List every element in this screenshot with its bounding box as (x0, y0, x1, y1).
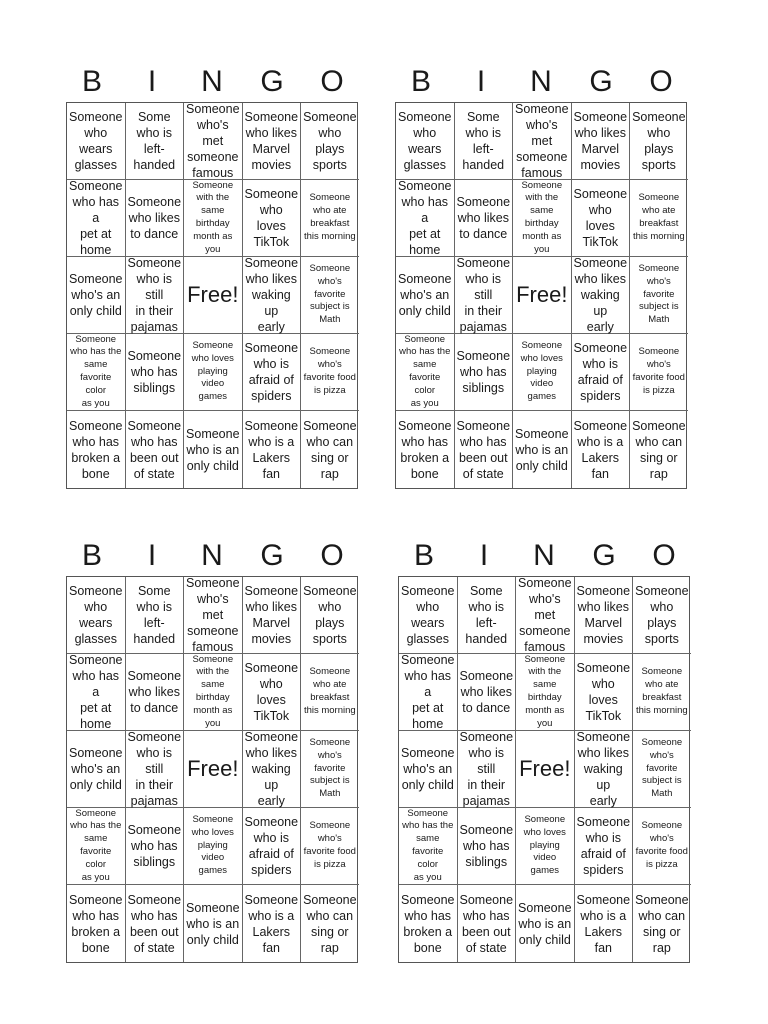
bingo-grid (398, 576, 690, 963)
bingo-cell: Someone who's met someone famous (184, 103, 243, 180)
bingo-cell: Someone who likes to dance (458, 654, 517, 731)
bingo-cell: Someone who wears glasses (67, 103, 126, 180)
bingo-cell: Someone who can sing or rap (635, 892, 689, 955)
bingo-title-letter: O (320, 539, 344, 572)
bingo-cell: Someone who has the same favorite color as you (67, 334, 126, 411)
bingo-title-letter: I (476, 65, 486, 98)
bingo-title-letter: B (81, 539, 102, 572)
bingo-cell: Someone who has been out of state (126, 411, 185, 488)
bingo-title-letter: I (147, 65, 157, 98)
bingo-title (398, 540, 690, 572)
bingo-cell: Someone who has broken a bone (67, 885, 126, 962)
free-space-cell: Free! (184, 257, 243, 334)
bingo-cell: Someone who loves TikTok (243, 180, 302, 257)
bingo-cell: Someone who is a Lakers fan (243, 885, 302, 962)
bingo-title-letter: N (201, 539, 223, 572)
bingo-cell: Someone who's favorite food is pizza (633, 808, 691, 885)
bingo-cell: Someone who ate breakfast this morning (633, 654, 691, 731)
bingo-cell: Someone who plays sports (301, 103, 359, 180)
bingo-cell: Someone who likes to dance (455, 180, 514, 257)
bingo-cell: Someone who has broken a bone (396, 411, 455, 488)
bingo-cell: Someone who likes to dance (126, 654, 185, 731)
bingo-cell: Someone who's favorite food is pizza (630, 334, 688, 411)
bingo-cell: Someone who likes Marvel movies (575, 577, 634, 654)
bingo-cell: Someone who ate breakfast this morning (630, 180, 688, 257)
bingo-cell: Someone who has broken a bone (67, 411, 126, 488)
bingo-cell: Someone who likes to dance (126, 180, 185, 257)
bingo-cell: Someone who loves TikTok (572, 180, 631, 257)
bingo-cell: Someone who's an only child (67, 257, 126, 334)
bingo-cell: Someone who wears glasses (67, 577, 126, 654)
bingo-cell: Someone who has been out of state (126, 885, 185, 962)
bingo-cell: Someone who likes Marvel movies (572, 103, 631, 180)
bingo-cell: Someone who can sing or rap (303, 892, 357, 955)
bingo-cell: Someone who's favorite subject is Math (633, 731, 691, 808)
bingo-cell: Some who is left- handed (126, 577, 185, 654)
bingo-title-letter: G (260, 539, 284, 572)
bingo-cell: Someone who likes Marvel movies (243, 577, 302, 654)
bingo-cell: Some who is left- handed (458, 577, 517, 654)
bingo-title-letter: I (479, 539, 489, 572)
bingo-cell: Someone who has been out of state (455, 411, 514, 488)
bingo-cell: Someone who wears glasses (399, 577, 458, 654)
bingo-cell: Someone who is afraid of spiders (572, 334, 631, 411)
bingo-cell: Someone who's met someone famous (184, 577, 243, 654)
bingo-cell: Someone who has a pet at home (67, 180, 126, 257)
bingo-cell: Someone who has the same favorite color as you (67, 808, 126, 885)
bingo-title (66, 66, 358, 98)
bingo-cell: Someone who is still in their pajamas (126, 257, 185, 334)
bingo-cell: Someone who loves playing video games (184, 808, 243, 885)
bingo-cell: Someone who loves TikTok (243, 654, 302, 731)
bingo-cell: Someone who's favorite subject is Math (301, 257, 359, 334)
bingo-cell: Someone who's an only child (399, 731, 458, 808)
free-space-cell: Free! (513, 257, 572, 334)
bingo-title (395, 66, 687, 98)
bingo-cell: Someone who has the same favorite color as you (399, 808, 458, 885)
bingo-cell: Someone who's an only child (67, 731, 126, 808)
bingo-title-letter: N (530, 65, 552, 98)
bingo-title-letter: G (592, 539, 616, 572)
bingo-cell: Someone who has siblings (455, 334, 514, 411)
bingo-card-3 (66, 540, 358, 963)
bingo-card-4 (398, 540, 690, 963)
bingo-cell: Someone who has a pet at home (399, 654, 458, 731)
bingo-cell: Someone who is an only child (184, 411, 243, 488)
bingo-cell: Someone who likes waking up early (243, 257, 302, 334)
bingo-title-letter: G (260, 65, 284, 98)
bingo-title-letter: I (147, 539, 157, 572)
bingo-cell: Someone who's an only child (396, 257, 455, 334)
bingo-title (66, 540, 358, 572)
bingo-cell: Someone who's met someone famous (513, 103, 572, 180)
bingo-title-letter: B (413, 539, 434, 572)
bingo-cell: Someone who likes waking up early (575, 731, 634, 808)
bingo-title-letter: N (533, 539, 555, 572)
bingo-cell: Someone who is still in their pajamas (458, 731, 517, 808)
bingo-cell: Someone who is still in their pajamas (455, 257, 514, 334)
bingo-cell: Someone who is afraid of spiders (243, 334, 302, 411)
bingo-card-2 (395, 66, 687, 489)
bingo-cell: Someone with the same birthday month as you (184, 654, 243, 731)
bingo-cell: Someone who plays sports (633, 577, 691, 654)
bingo-cell: Someone who is a Lakers fan (575, 885, 634, 962)
bingo-cell: Someone with the same birthday month as you (184, 180, 243, 257)
bingo-cell: Someone who's met someone famous (516, 577, 575, 654)
bingo-cell: Someone who plays sports (301, 577, 359, 654)
bingo-grid (395, 102, 687, 489)
bingo-cell: Someone who is afraid of spiders (243, 808, 302, 885)
bingo-title-letter: G (589, 65, 613, 98)
bingo-cell: Someone who is a Lakers fan (243, 411, 302, 488)
bingo-cell: Someone who loves playing video games (516, 808, 575, 885)
bingo-cell: Someone who plays sports (630, 103, 688, 180)
bingo-cell: Someone who has a pet at home (396, 180, 455, 257)
bingo-cell: Someone who's favorite subject is Math (630, 257, 688, 334)
bingo-cell: Someone who has siblings (126, 808, 185, 885)
free-space-cell: Free! (516, 731, 575, 808)
bingo-cell: Someone who is afraid of spiders (575, 808, 634, 885)
bingo-title-letter: O (649, 65, 673, 98)
bingo-cell: Someone who is a Lakers fan (572, 411, 631, 488)
bingo-cell: Some who is left- handed (455, 103, 514, 180)
bingo-cell: Someone who has siblings (126, 334, 185, 411)
bingo-cell: Someone who has a pet at home (67, 654, 126, 731)
bingo-cell: Someone who ate breakfast this morning (301, 654, 359, 731)
bingo-cell: Someone who is still in their pajamas (126, 731, 185, 808)
bingo-cell: Someone who loves TikTok (575, 654, 634, 731)
bingo-cell: Someone who loves playing video games (184, 334, 243, 411)
bingo-title-letter: O (320, 65, 344, 98)
bingo-grid (66, 576, 358, 963)
bingo-cell: Someone with the same birthday month as you (516, 654, 575, 731)
bingo-cell: Someone who is an only child (513, 411, 572, 488)
bingo-cell: Someone who's favorite food is pizza (301, 808, 359, 885)
bingo-title-letter: O (652, 539, 676, 572)
bingo-card-1 (66, 66, 358, 489)
bingo-cell: Some who is left- handed (126, 103, 185, 180)
bingo-cell: Someone who has the same favorite color as you (396, 334, 455, 411)
bingo-cell: Someone who has been out of state (458, 885, 517, 962)
bingo-cell: Someone who likes Marvel movies (243, 103, 302, 180)
bingo-cell: Someone who is an only child (184, 885, 243, 962)
bingo-cell: Someone who can sing or rap (303, 418, 357, 481)
free-space-cell: Free! (184, 731, 243, 808)
bingo-cell: Someone who ate breakfast this morning (301, 180, 359, 257)
bingo-cell: Someone who can sing or rap (632, 418, 686, 481)
bingo-cell: Someone who loves playing video games (513, 334, 572, 411)
bingo-title-letter: B (81, 65, 102, 98)
bingo-title-letter: B (410, 65, 431, 98)
bingo-cell: Someone who likes waking up early (243, 731, 302, 808)
bingo-title-letter: N (201, 65, 223, 98)
bingo-cell: Someone who has siblings (458, 808, 517, 885)
bingo-cell: Someone who likes waking up early (572, 257, 631, 334)
bingo-cell: Someone who is an only child (516, 885, 575, 962)
bingo-cell: Someone who has broken a bone (399, 885, 458, 962)
bingo-cell: Someone who wears glasses (396, 103, 455, 180)
bingo-cell: Someone who's favorite subject is Math (301, 731, 359, 808)
bingo-cell: Someone with the same birthday month as you (513, 180, 572, 257)
bingo-cell: Someone who's favorite food is pizza (301, 334, 359, 411)
bingo-grid (66, 102, 358, 489)
